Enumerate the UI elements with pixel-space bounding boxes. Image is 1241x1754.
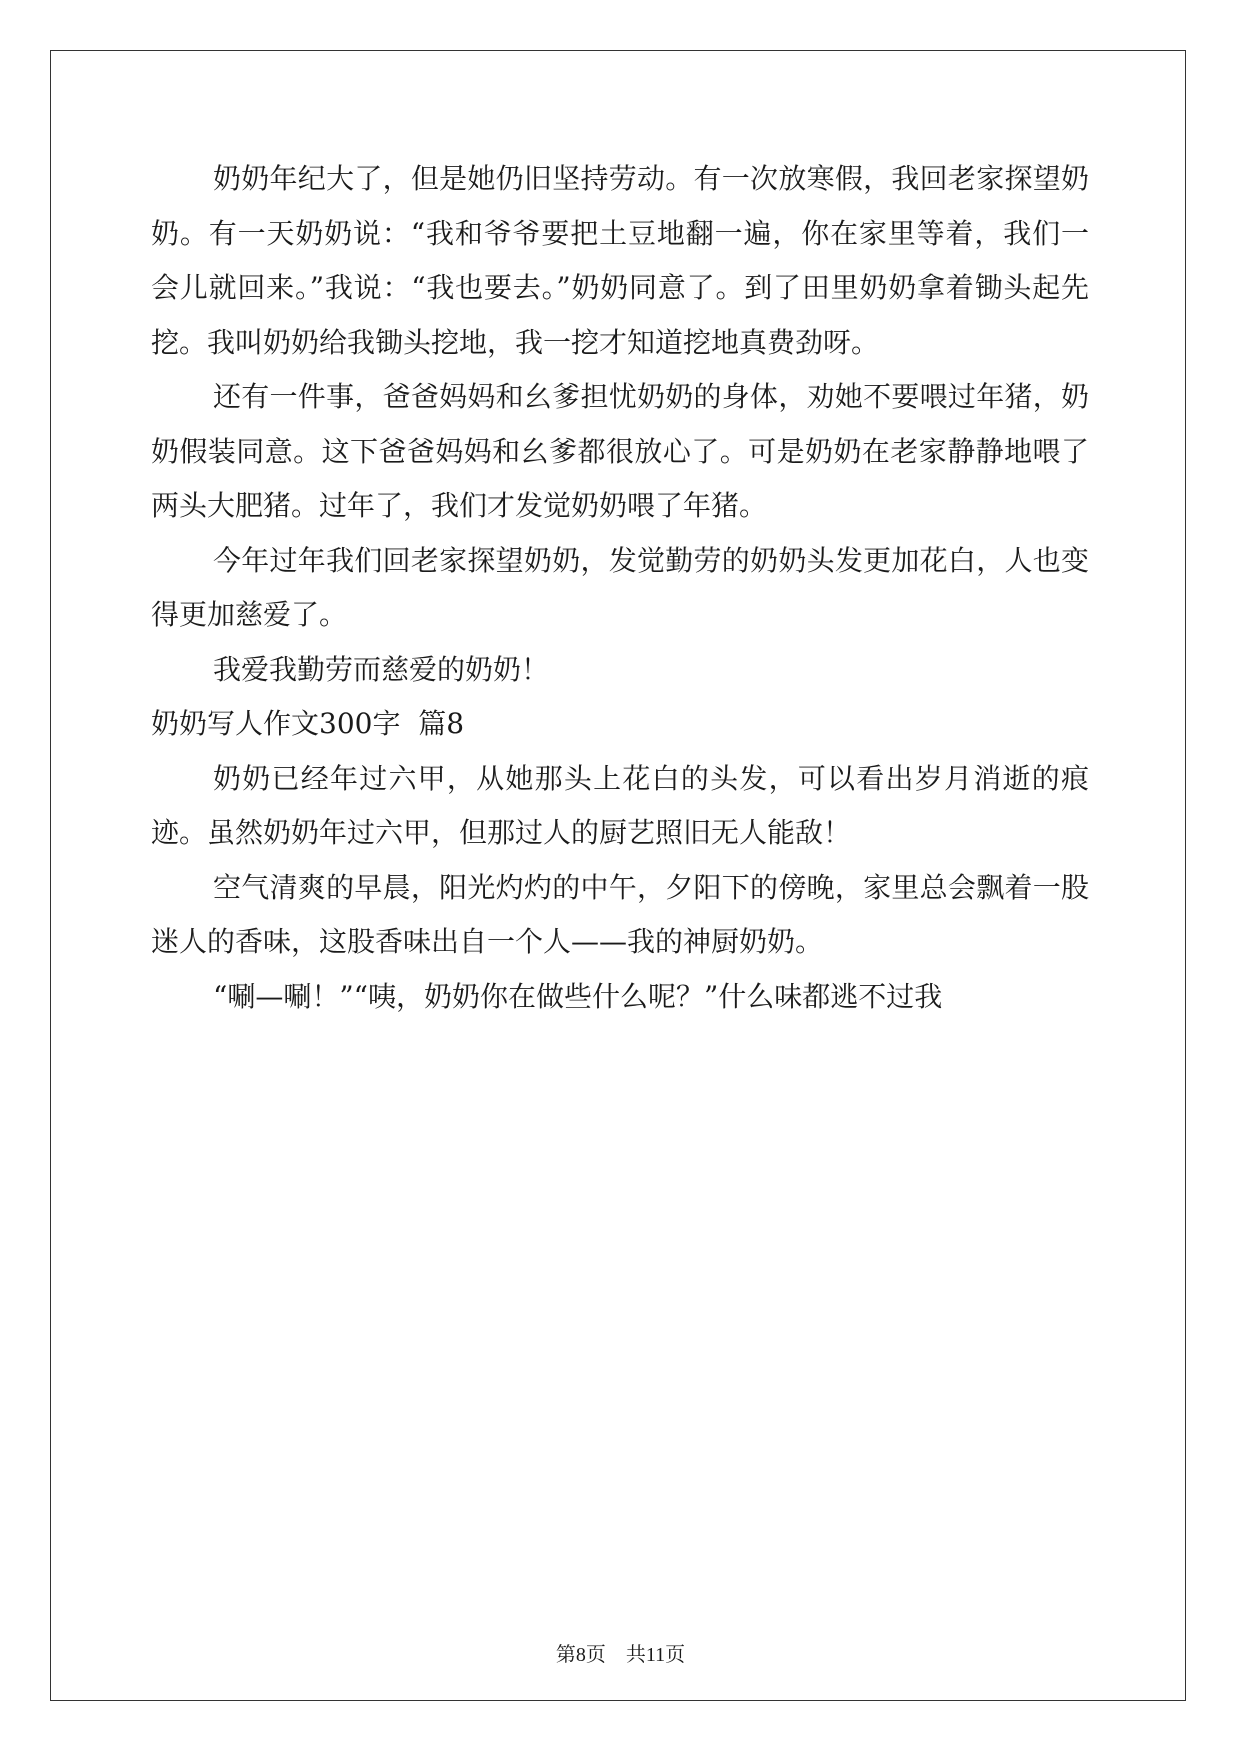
paragraph: 我爱我勤劳而慈爱的奶奶！ <box>213 652 550 686</box>
document-body <box>151 152 1089 1024</box>
paragraph: 空气清爽的早晨，阳光灼灼的中午，夕阳下的傍晚，家里总会飘着一股迷人的香味，这股香味出自一个人——我的神厨奶奶。 <box>151 870 1089 958</box>
paragraph: 今年过年我们回老家探望奶奶，发觉勤劳的奶奶头发更加花白，人也变得更加慈爱了。 <box>151 543 1089 631</box>
page-footer <box>0 1638 1241 1667</box>
section-heading: 奶奶写人作文300字 篇8 <box>151 707 465 740</box>
paragraph: 奶奶已经年过六甲，从她那头上花白的头发，可以看出岁月消逝的痕迹。虽然奶奶年过六甲，但那过人的厨艺照旧无人能敌！ <box>151 761 1089 849</box>
paragraph: “唰—唰！”“咦，奶奶你在做些什么呢？”什么味都逃不过我 <box>213 979 943 1013</box>
paragraph: 奶奶年纪大了，但是她仍旧坚持劳动。有一次放寒假，我回老家探望奶奶。有一天奶奶说：“我和爷爷要把土豆地翻一遍，你在家里等着，我们一会儿就回来。”我说：“我也要去。”奶奶同意了。到了田里奶奶拿着锄头起先挖。我叫奶奶给我锄头挖地，我一挖才知道挖地真费劲呀。 <box>151 162 1089 359</box>
page-number-label: 第8页 共11页 <box>555 1644 686 1666</box>
paragraph: 还有一件事，爸爸妈妈和幺爹担忧奶奶的身体，劝她不要喂过年猪，奶奶假装同意。这下爸爸妈妈和幺爹都很放心了。可是奶奶在老家静静地喂了两头大肥猪。过年了，我们才发觉奶奶喂了年猪。 <box>151 380 1089 522</box>
